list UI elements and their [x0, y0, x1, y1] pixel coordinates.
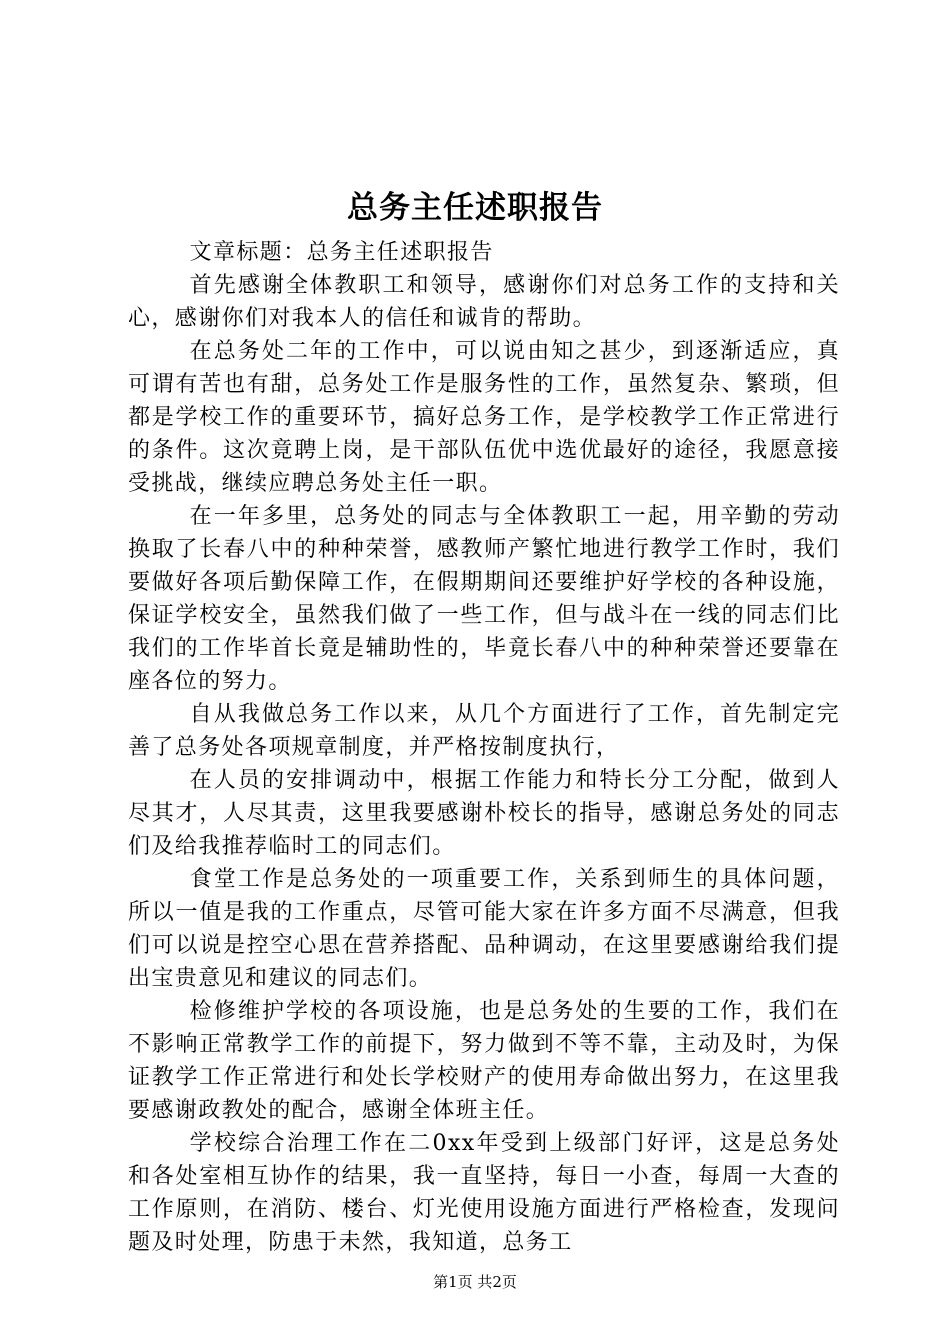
paragraph: 在总务处二年的工作中，可以说由知之甚少，到逐渐适应，真可谓有苦也有甜，总务处工作是服务性的工作，虽然复杂、繁琐，但都是学校工作的重要环节，搞好总务工作，是学校教学工作正常进行的条件。这次竟聘上岗，是干部队伍优中选优最好的途径，我愿意接受挑战，继续应聘总务处主任一职。 — [128, 339, 840, 496]
paragraph: 检修维护学校的各项设施，也是总务处的生要的工作，我们在不影响正常教学工作的前提下，努力做到不等不靠，主动及时，为保证教学工作正常进行和处长学校财产的使用寿命做出努力，在这里我要感谢政教处的配合，感谢全体班主任。 — [128, 999, 840, 1123]
paragraph: 自从我做总务工作以来，从几个方面进行了工作，首先制定完善了总务处各项规章制度，并严格按制度执行， — [128, 702, 840, 760]
paragraph: 在一年多里，总务处的同志与全体教职工一起，用辛勤的劳动换取了长春八中的种种荣誉，感教师产繁忙地进行教学工作时，我们要做好各项后勤保障工作，在假期期间还要维护好学校的各种设施，保证学校安全，虽然我们做了一些工作，但与战斗在一线的同志们比我们的工作毕首长竟是辅助性的，毕竟长春八中的种种荣誉还要靠在座各位的努力。 — [128, 504, 840, 694]
paragraph: 在人员的安排调动中，根据工作能力和特长分工分配，做到人尽其才，人尽其责，这里我要感谢朴校长的指导，感谢总务处的同志们及给我推荐临时工的同志们。 — [128, 768, 840, 859]
paragraph-article-heading: 文章标题：总务主任述职报告 — [189, 240, 494, 265]
document-body — [128, 236, 840, 1259]
paragraph: 首先感谢全体教职工和领导，感谢你们对总务工作的支持和关心，感谢你们对我本人的信任和诚肯的帮助。 — [128, 273, 840, 331]
paragraph: 学校综合治理工作在二0xx年受到上级部门好评，这是总务处和各处室相互协作的结果，我一直坚持，每日一小查，每周一大查的工作原则，在消防、楼台、灯光使用设施方面进行严格检查，发现问题及时处理，防患于未然，我知道，总务工 — [128, 1131, 840, 1255]
paragraph: 食堂工作是总务处的一项重要工作，关系到师生的具体问题，所以一值是我的工作重点，尽管可能大家在许多方面不尽满意，但我们可以说是控空心思在营养搭配、品种调动，在这里要感谢给我们提出宝贵意见和建议的同志们。 — [128, 867, 840, 991]
document-title: 总务主任述职报告 — [347, 190, 603, 226]
page-number-footer: 第1页 共2页 — [433, 1273, 517, 1291]
